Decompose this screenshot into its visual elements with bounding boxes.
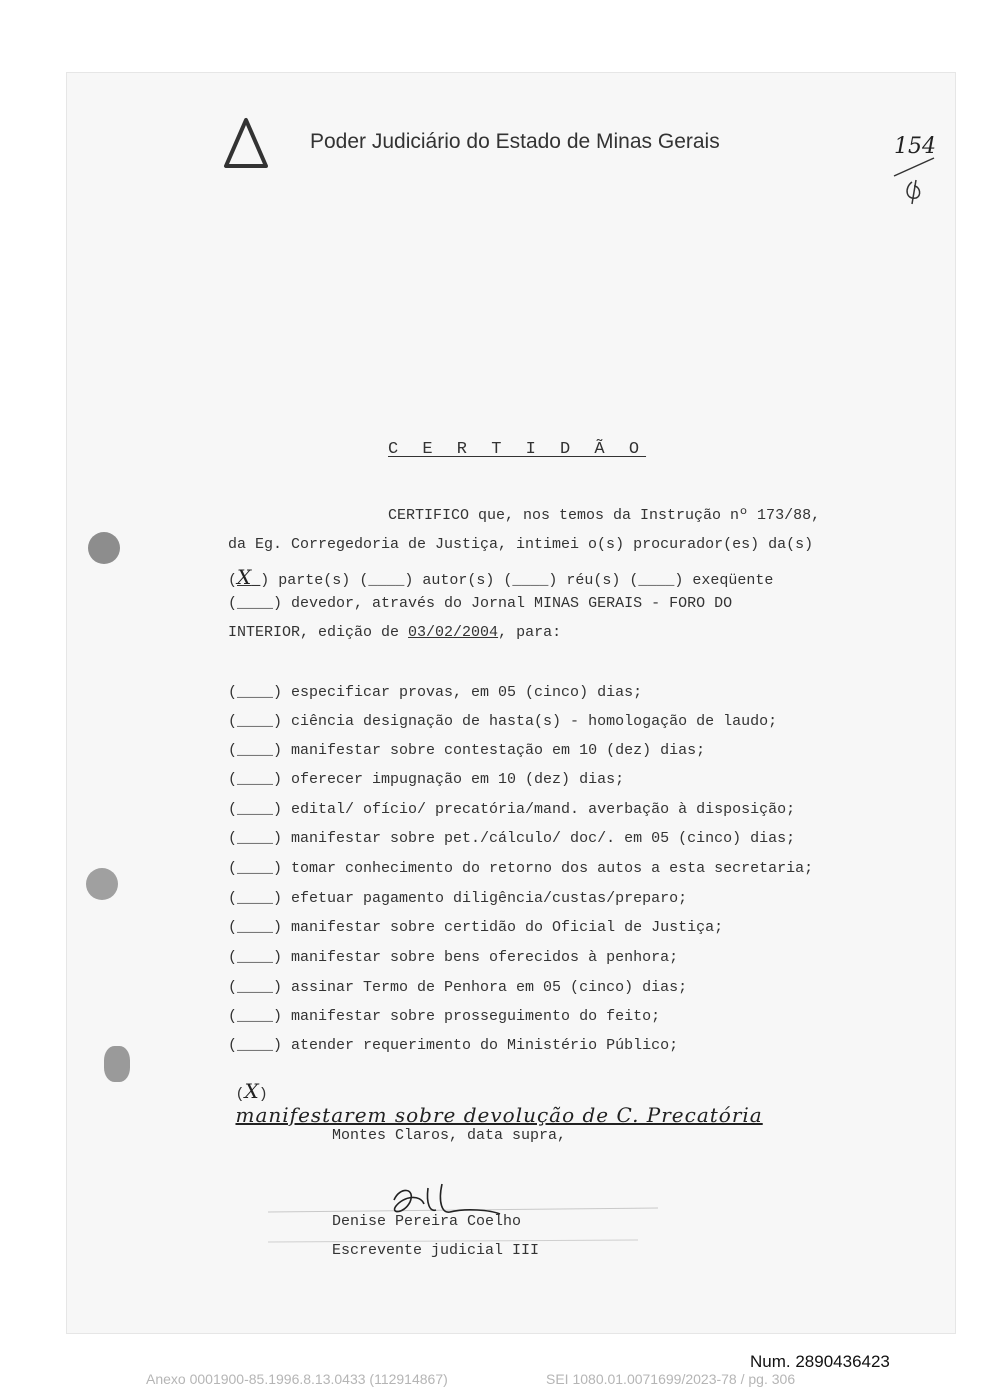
handwritten-page-mark: 154 xyxy=(890,130,950,210)
option-item: (____) manifestar sobre bens oferecidos à penhora; xyxy=(228,949,679,966)
punch-hole xyxy=(86,868,118,900)
institution-name: Poder Judiciário do Estado de Minas Gerais xyxy=(310,130,720,153)
closing-line: Montes Claros, data supra, xyxy=(332,1127,567,1144)
signer-role: Escrevente judicial III xyxy=(332,1242,540,1259)
devedor-line: (____) devedor, através do Jornal MINAS GERAIS - FORO DO xyxy=(228,595,733,612)
option-item: (____) ciência designação de hasta(s) - homologação de laudo; xyxy=(228,713,778,730)
option-item: (____) manifestar sobre contestação em 10 (dez) dias; xyxy=(228,742,706,759)
option-item: (____) oferecer impugnação em 10 (dez) dias; xyxy=(228,771,625,788)
party-checkbox-parte: X_ xyxy=(237,565,261,589)
handwritten-option-text: manifestarem sobre devolução de C. Precatória xyxy=(235,1103,763,1127)
option-item: (____) manifestar sobre certidão do Oficial de Justiça; xyxy=(228,919,724,936)
edition-date: 03/02/2004 xyxy=(408,624,499,641)
option-item: (____) assinar Termo de Penhora em 05 (cinco) dias; xyxy=(228,979,688,996)
option-item: (____) especificar provas, em 05 (cinco) dias; xyxy=(228,684,643,701)
handwritten-option: (X) manifestarem sobre devolução de C. Precatória xyxy=(235,1079,763,1127)
parties-line: (X_) parte(s) (____) autor(s) (____) réu(s) (____) exeqüente xyxy=(228,565,774,589)
option-item: (____) efetuar pagamento diligência/custas/preparo; xyxy=(228,890,688,907)
punch-hole xyxy=(88,532,120,564)
slash-mark-icon xyxy=(890,130,950,210)
option-item: (____) atender requerimento do Ministério Público; xyxy=(228,1037,679,1054)
option-item: (____) manifestar sobre pet./cálculo/ doc/. em 05 (cinco) dias; xyxy=(228,830,796,847)
intro-line-2: da Eg. Corregedoria de Justiça, intimei o(s) procurador(es) da(s) xyxy=(228,536,814,553)
option-item: (____) tomar conhecimento do retorno dos autos a esta secretaria; xyxy=(228,860,814,877)
option-item: (____) edital/ ofício/ precatória/mand. averbação à disposição; xyxy=(228,801,796,818)
court-triangle-logo xyxy=(222,116,270,170)
annex-reference: Anexo 0001900-85.1996.8.13.0433 (112914867) xyxy=(146,1371,448,1387)
sei-reference: SEI 1080.01.0071699/2023-78 / pg. 306 xyxy=(546,1371,796,1387)
edition-line: INTERIOR, edição de 03/02/2004, para: xyxy=(228,624,562,641)
document-page xyxy=(66,72,956,1334)
intro-line-1: CERTIFICO que, nos temos da Instrução nº 173/88, xyxy=(388,507,821,524)
punch-hole xyxy=(104,1046,130,1082)
document-number: Num. 2890436423 xyxy=(750,1352,890,1371)
signer-name: Denise Pereira Coelho xyxy=(332,1213,522,1230)
option-item: (____) manifestar sobre prosseguimento do feito; xyxy=(228,1008,661,1025)
document-title: C E R T I D Ã O xyxy=(388,440,647,459)
